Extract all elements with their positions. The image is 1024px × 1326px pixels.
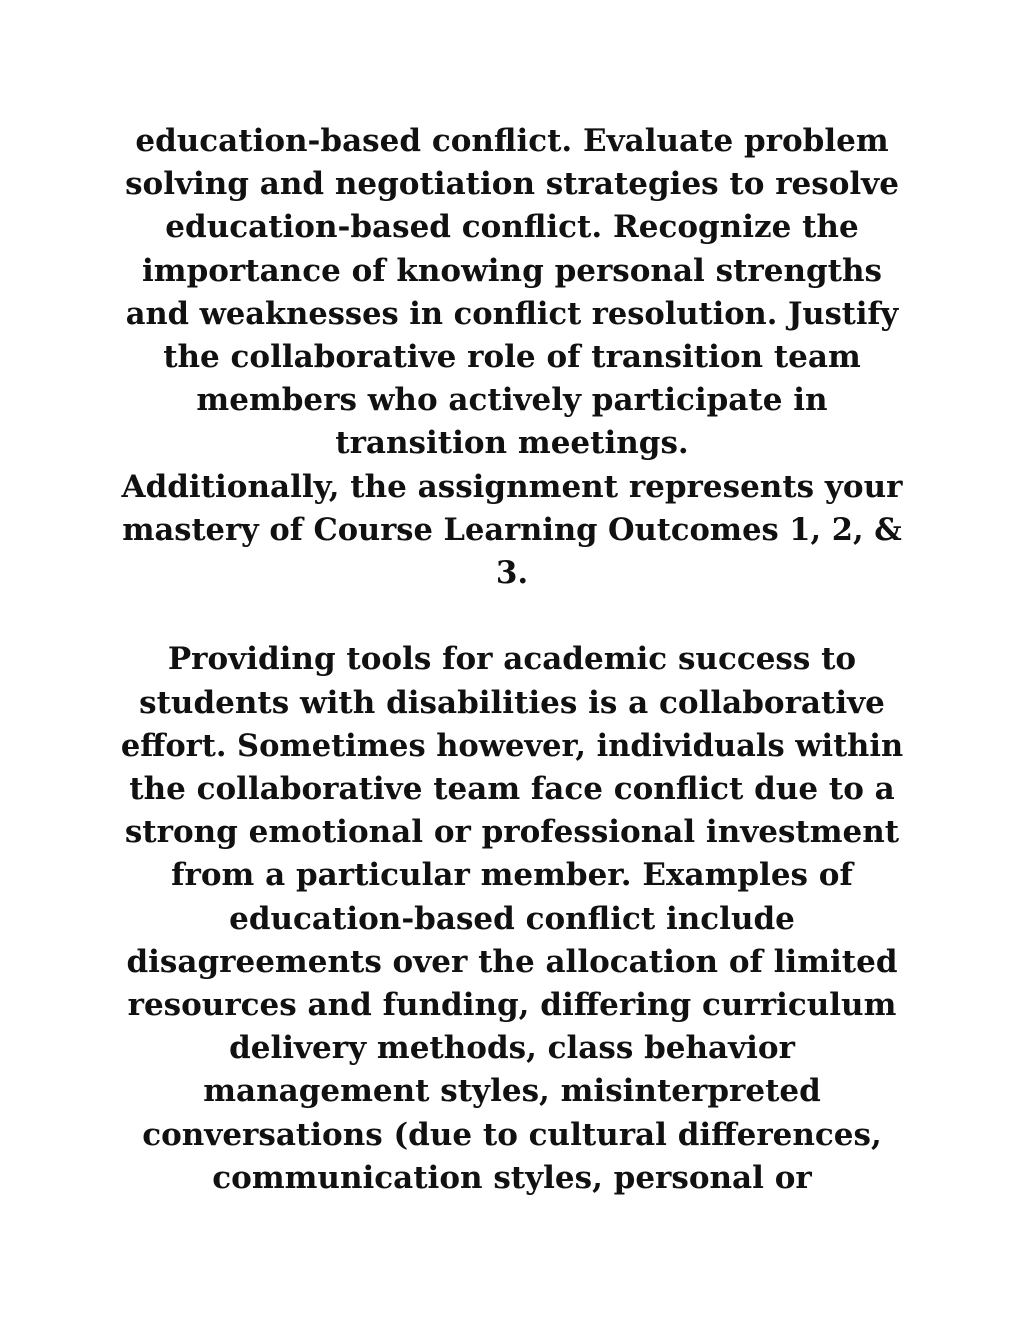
text-line: education-based conflict. Evaluate problem [135,123,889,159]
text-line: resources and funding, differing curriculum [127,987,897,1024]
paragraph-conflict-description [120,638,904,1200]
text-line: strong emotional or professional investment [124,814,900,851]
text-line: management styles, misinterpreted [203,1073,821,1110]
document-body [120,120,904,1200]
paragraph-learning-outcomes [120,466,904,596]
text-line: 3. [495,555,529,592]
text-line: disagreements over the allocation of limited [126,943,898,980]
text-line: from a particular member. Examples of [171,857,853,894]
text-line: effort. Sometimes however, individuals within [120,727,904,764]
text-line: and weaknesses in conflict resolution. Justify [125,295,899,332]
text-line: transition meetings. [335,425,689,462]
text-line: communication styles, personal or [212,1159,812,1196]
text-line: delivery methods, class behavior [229,1030,795,1067]
paragraph-objectives [120,120,904,466]
text-line: members who actively participate in [196,382,828,419]
text-line: Providing tools for academic success to [167,641,857,678]
paragraph-spacer [120,595,904,638]
text-line: education-based conflict. Recognize the [165,209,859,246]
text-line: importance of knowing personal strengths [142,252,882,289]
text-line: students with disabilities is a collaborative [139,684,885,721]
text-line: Additionally, the assignment represents your [121,468,903,505]
text-line: education-based conflict include [229,900,795,937]
text-line: conversations (due to cultural differences, [142,1116,882,1153]
text-line: solving and negotiation strategies to resolve [125,166,899,203]
text-line: mastery of Course Learning Outcomes 1, 2, & [122,511,902,548]
text-line: the collaborative team face conflict due to a [129,771,895,808]
text-line: the collaborative role of transition team [163,339,861,376]
